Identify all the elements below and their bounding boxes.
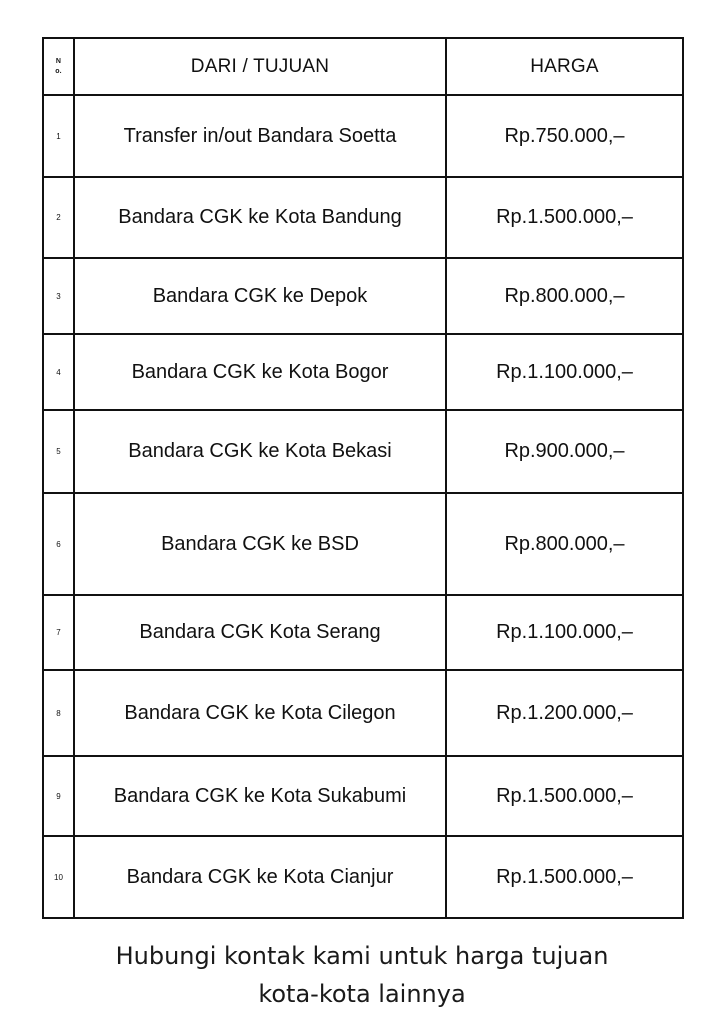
table-row — [43, 95, 683, 177]
row-price: Rp.1.500.000,– — [446, 177, 683, 258]
row-route: Bandara CGK ke Kota Cilegon — [74, 670, 446, 756]
price-table — [42, 37, 684, 919]
table-row — [43, 756, 683, 836]
header-price: HARGA — [446, 38, 683, 95]
table-row — [43, 258, 683, 334]
row-number: 2 — [43, 177, 74, 258]
row-route: Bandara CGK ke Kota Cianjur — [74, 836, 446, 918]
row-price: Rp.900.000,– — [446, 410, 683, 493]
header-route: DARI / TUJUAN — [74, 38, 446, 95]
table-row — [43, 334, 683, 410]
row-number: 6 — [43, 493, 74, 595]
table-row — [43, 177, 683, 258]
row-price: Rp.1.100.000,– — [446, 334, 683, 410]
table-row — [43, 410, 683, 493]
table-row — [43, 595, 683, 670]
row-route: Bandara CGK ke Kota Bandung — [74, 177, 446, 258]
row-number: 8 — [43, 670, 74, 756]
row-price: Rp.1.200.000,– — [446, 670, 683, 756]
row-route: Bandara CGK ke Kota Bekasi — [74, 410, 446, 493]
row-price: Rp.1.500.000,– — [446, 836, 683, 918]
row-price: Rp.1.100.000,– — [446, 595, 683, 670]
row-number: 9 — [43, 756, 74, 836]
row-route: Bandara CGK ke Kota Bogor — [74, 334, 446, 410]
row-number: 10 — [43, 836, 74, 918]
table-row — [43, 836, 683, 918]
row-price: Rp.750.000,– — [446, 95, 683, 177]
row-number: 7 — [43, 595, 74, 670]
row-price: Rp.1.500.000,– — [446, 756, 683, 836]
row-price: Rp.800.000,– — [446, 258, 683, 334]
row-price: Rp.800.000,– — [446, 493, 683, 595]
row-route: Bandara CGK ke Depok — [74, 258, 446, 334]
table-header-row — [43, 38, 683, 95]
contact-note-line2: kota-kota lainnya — [258, 980, 466, 1008]
row-number: 1 — [43, 95, 74, 177]
header-no-line1: N — [55, 57, 62, 65]
contact-note-line1: Hubungi kontak kami untuk harga tujuan — [115, 942, 609, 970]
contact-note — [0, 937, 724, 1013]
row-route: Transfer in/out Bandara Soetta — [74, 95, 446, 177]
table-row — [43, 670, 683, 756]
row-route: Bandara CGK Kota Serang — [74, 595, 446, 670]
row-route: Bandara CGK ke BSD — [74, 493, 446, 595]
row-route: Bandara CGK ke Kota Sukabumi — [74, 756, 446, 836]
header-no-line2: o. — [55, 67, 62, 75]
table-row — [43, 493, 683, 595]
row-number: 3 — [43, 258, 74, 334]
row-number: 5 — [43, 410, 74, 493]
header-no — [43, 38, 74, 95]
row-number: 4 — [43, 334, 74, 410]
